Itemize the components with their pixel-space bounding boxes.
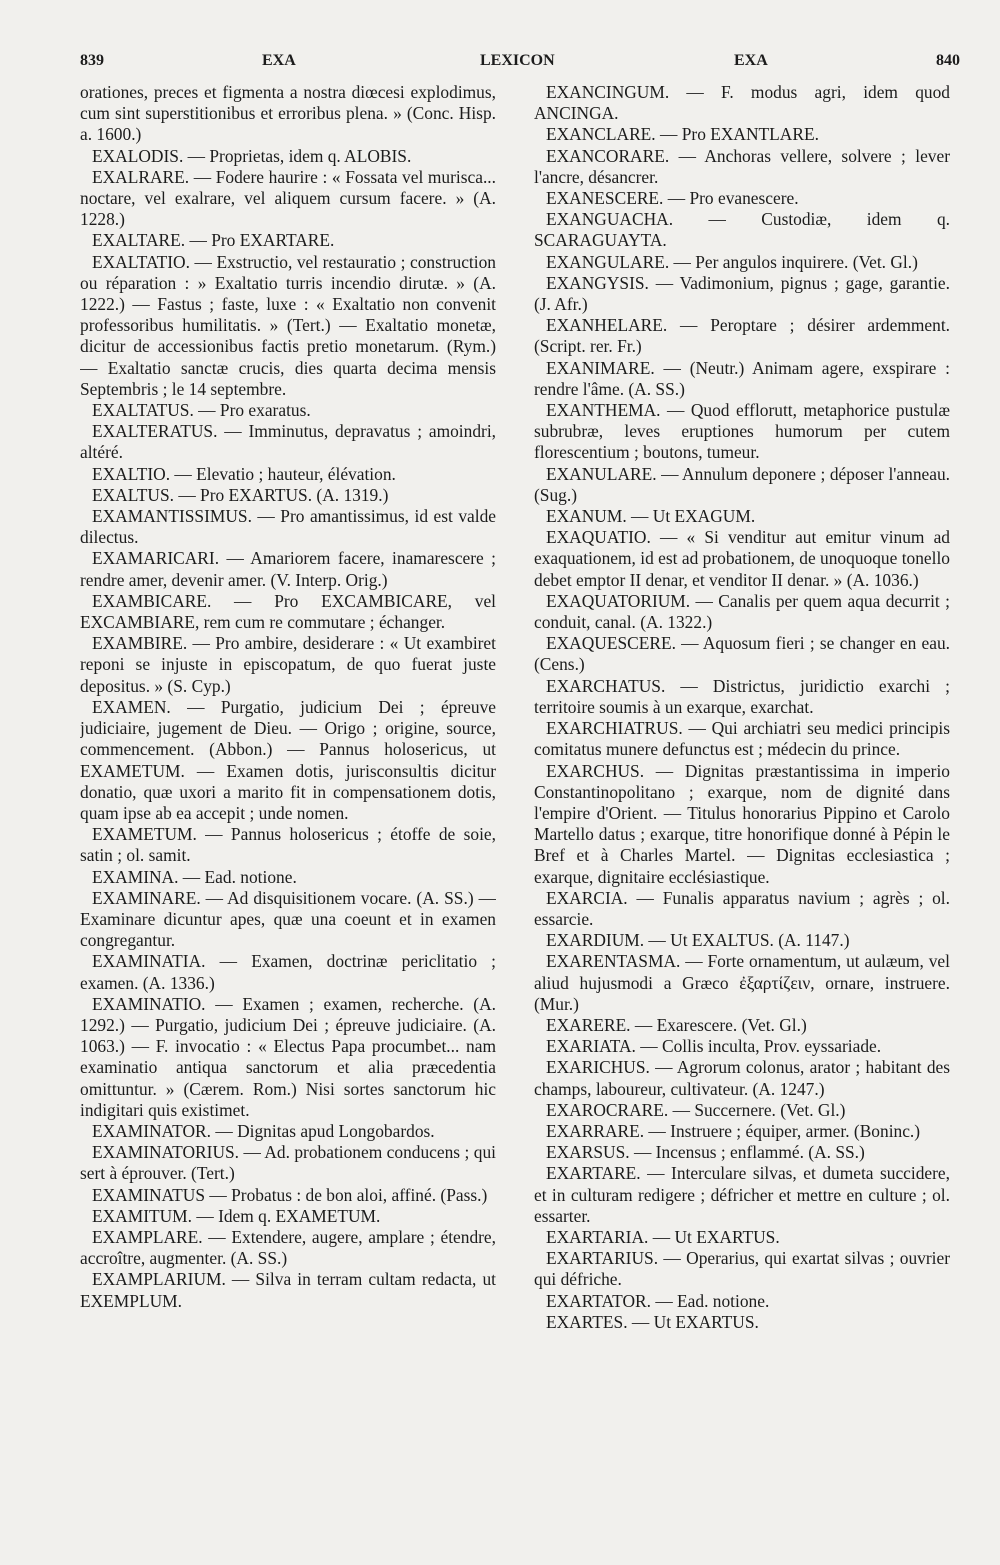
entry: EXAMETUM. — Pannus holosericus ; étoffe de soie, satin ; ol. samit. [80,824,496,866]
entry: EXANHELARE. — Peroptare ; désirer ardemment. (Script. rer. Fr.) [534,315,950,357]
page-number-right: 840 [936,52,960,69]
entry: EXAMINA. — Ead. notione. [92,866,297,887]
entry: EXAMITUM. — Idem q. EXAMETUM. [92,1205,381,1226]
entry: EXANCINGUM. — F. modus agri, idem quod ANCINGA. [534,82,950,124]
entry: EXALTIO. — Elevatio ; hauteur, élévation. [92,463,396,484]
entry: EXANTHEMA. — Quod efflorutt, metaphorice pustulæ subrubræ, leves eruptiones humorum per cutem florescentium ; boutons, tumeur. [534,400,950,463]
page-header [80,44,960,74]
entry: EXAQUATIO. — « Si venditur aut emitur vinum ad exaquationem, id est ad probationem, de unoquoque tonello debet emptor II denar, et venditor II denar. » (A. 1036.) [534,527,950,590]
entry: EXARRARE. — Instruere ; équiper, armer. (Boninc.) [546,1120,921,1141]
running-head-right: EXA [734,52,768,69]
entry: EXARSUS. — Incensus ; enflammé. (A. SS.) [546,1142,865,1163]
entry: EXALTUS. — Pro EXARTUS. (A. 1319.) [92,484,389,505]
entry: EXAMEN. — Purgatio, judicium Dei ; épreuve judiciaire, jugement de Dieu. — Origo ; origine, source, commencement. (Abbon.) — Pannus holosericus, ut EXAMETUM. — Examen dotis, jurisconsultis dicitur donatio, quæ uxori a marito fit in compensationem dotis, quam ipse ab ea accepit ; unde nomen. [80,696,496,823]
entry: EXALODIS. — Proprietas, idem q. ALOBIS. [92,145,412,166]
entry: EXALTATUS. — Pro exaratus. [92,400,311,421]
running-title: LEXICON [480,52,555,69]
entry: EXARTES. — Ut EXARTUS. [546,1311,759,1332]
entry: EXANGYSIS. — Vadimonium, pignus ; gage, garantie. (J. Afr.) [534,272,950,315]
entry: EXAQUATORIUM. — Canalis per quem aqua decurrit ; conduit, canal. (A. 1322.) [534,590,950,633]
entry: EXALRARE. — Fodere haurire : « Fossata vel murisca... noctare, vel exalrare, vel aliquem cursum facere. » (A. 1228.) [80,166,496,230]
entry: EXARCHATUS. — Districtus, juridictio exarchi ; territoire soumis à un exarque, exarchat. [534,675,950,717]
entry: EXARIATA. — Collis inculta, Prov. eyssariade. [546,1036,882,1057]
entry: EXARTATOR. — Ead. notione. [546,1290,770,1311]
entry: EXARCHUS. — Dignitas præstantissima in imperio Constantinopolitano ; exarque, nom de dignité dans l'empire d'Orient. — Titulus honorarius Pippino et Carolo Martello datus ; exarque, titre honorifique donné à Pépin le Bref et à Charles Martel. — Dignitas ecclesiastica ; exarque, dignitaire ecclésiastique. [534,760,950,887]
entry: EXARTARE. — Intercularе silvas, et dumeta succidere, et in culturam redigere ; défricher et mettre en culture ; ol. essarter. [534,1163,950,1226]
entry: EXANGUACHA. — Custodiæ, idem q. SCARAGUAYTA. [534,209,950,251]
entry: EXANGULARE. — Per angulos inquirere. (Vet. Gl.) [546,251,918,272]
entry: EXAMBICARE. — Pro EXCAMBICARE, vel EXCAMBIARE, rem cum re commutare ; échanger. [80,590,496,633]
entry: EXAMINARE. — Ad disquisitionem vocare. (A. SS.) — Examinare dicuntur apes, quæ una coeunt et in examen congregantur. [80,887,496,951]
entry: orationes, preces et figmenta a nostra diœcesi explodimus, cum sint superstitionibus et erroribus plena. » (Conc. Hisp. a. 1600.) [80,82,496,145]
entry: EXARENTASMA. — Forte ornamentum, ut aulæum, vel aliud hujusmodi a Græco ἐξαρτίζειν, ornare, instruere. (Mur.) [534,951,950,1014]
entry: EXAMINATOR. — Dignitas apud Longobardos. [92,1120,435,1141]
entry: EXALTATIO. — Exstructio, vel restauratio ; construction ou réparation : » Exaltatio turris incendio dirutæ. » (A. 1222.) — Fastus ; faste, luxe : « Exaltatio non convenit professoribus humilitatis. » (Tert.) — Exaltatio monetæ, dicitur de accessionibus factis pretio monetarum. (Rym.) — Exaltatio sanctæ crucis, dies quarta decima mensis Septembris ; le 14 septembre. [80,251,496,399]
entry: EXAMINATIA. — Examen, doctrinæ periclitatio ; examen. (A. 1336.) [80,951,496,993]
entry: EXAQUESCERE. — Aquosum fieri ; se changer en eau. (Cens.) [534,633,950,675]
right-column [534,82,950,1532]
entry: EXARCHIATRUS. — Qui archiatri seu medici principis comitatus munere defunctus est ; médecin du prince. [534,718,950,760]
entry: EXAMANTISSIMUS. — Pro amantissimus, id est valde dilectus. [80,506,496,548]
entry: EXANCORARE. — Anchoras vellere, solvere ; lever l'ancre, désancrer. [534,145,950,187]
entry: EXAMBIRE. — Pro ambire, desiderare : « Ut exambiret reponi se injuste in episcopatum, de quo fuerat juste depositus. » (S. Cyp.) [80,633,496,696]
entry: EXARICHUS. — Agrorum colonus, arator ; habitant des champs, laboureur, cultivateur. (A. 1247.) [534,1057,950,1099]
entry: EXARCIA. — Funalis apparatus navium ; agrès ; ol. essarcie. [534,887,950,929]
entry: EXANULARE. — Annulum deponere ; déposer l'anneau. (Sug.) [534,463,950,505]
entry: EXALTERATUS. — Imminutus, depravatus ; amoindri, altéré. [80,421,496,463]
entry: EXARTARIA. — Ut EXARTUS. [546,1226,780,1247]
entry: EXAROCRARE. — Succernere. (Vet. Gl.) [546,1099,846,1120]
entry: EXAMINATIO. — Examen ; examen, recherche. (A. 1292.) — Purgatio, judicium Dei ; épreuve judiciaire. (A. 1063.) — F. invocatio : « Electus Papa procumbet... nam examinatio antiqua sanctorum et alia præcedentia omittuntur. » (Cærem. Rom.) Nisi sortes sanctorum hic indigitari quis existimet. [80,993,496,1120]
entry: EXARTARIUS. — Operarius, qui exartat silvas ; ouvrier qui défriche. [534,1248,950,1290]
entry: EXARDIUM. — Ut EXALTUS. (A. 1147.) [546,930,850,951]
entry: EXAMINATORIUS. — Ad. probationem conducens ; qui sert à éprouver. (Tert.) [80,1142,496,1184]
entry: EXANESCERE. — Pro evanescere. [546,188,799,209]
entry: EXAMINATUS — Probatus : de bon aloi, affiné. (Pass.) [92,1184,488,1205]
entry: EXARERE. — Exarescere. (Vet. Gl.) [546,1014,807,1035]
entry: EXANCLARE. — Pro EXANTLARE. [546,124,819,145]
running-head-left: EXA [262,52,296,69]
entry: EXALTARE. — Pro EXARTARE. [92,230,335,251]
left-column [80,82,496,1532]
entry: EXAMPLARIUM. — Silva in terram cultam redacta, ut EXEMPLUM. [80,1269,496,1311]
entry: EXAMARICARI. — Amariorem facere, inamarescere ; rendre amer, devenir amer. (V. Interp. Orig.) [80,548,496,590]
entry: EXAMPLARE. — Extendere, augere, amplare ; étendre, accroître, augmenter. (A. SS.) [80,1226,496,1269]
entry: EXANUM. — Ut EXAGUM. [546,506,756,527]
page-number-left: 839 [80,52,104,69]
entry: EXANIMARE. — (Neutr.) Animam agere, exspirare : rendre l'âme. (A. SS.) [534,357,950,399]
